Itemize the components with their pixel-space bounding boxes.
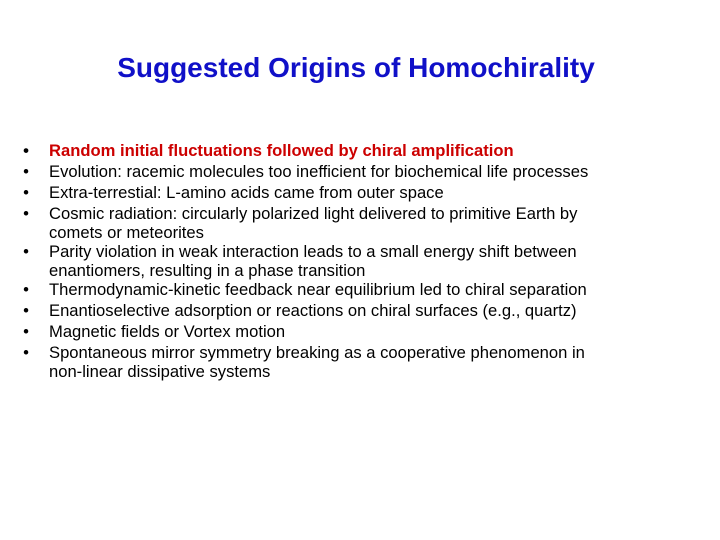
bullet-text-line: Parity violation in weak interaction leads to a small energy shift between	[49, 242, 577, 261]
bullet-text-line: enantiomers, resulting in a phase transition	[49, 261, 366, 280]
bullet-text-line: Enantioselective adsorption or reactions on chiral surfaces (e.g., quartz)	[49, 301, 577, 320]
bullet-icon: •	[23, 280, 29, 299]
bullet-item	[0, 342, 720, 380]
bullet-icon: •	[23, 242, 29, 261]
bullet-text	[49, 203, 712, 241]
bullet-item	[0, 241, 720, 279]
slide-title: Suggested Origins of Homochirality	[117, 52, 595, 83]
bullet-text-line: Cosmic radiation: circularly polarized light delivered to primitive Earth by	[49, 204, 578, 223]
bullet-item	[0, 161, 720, 182]
bullet-icon: •	[23, 141, 29, 160]
bullet-icon: •	[23, 301, 29, 320]
bullet-text	[49, 321, 712, 342]
bullet-item	[0, 321, 720, 342]
bullet-text-line: Magnetic fields or Vortex motion	[49, 322, 286, 341]
bullet-item	[0, 182, 720, 203]
bullet-text	[49, 300, 712, 321]
bullet-text	[49, 140, 712, 161]
bullet-text	[49, 342, 712, 380]
bullet-text-line: Random initial fluctuations followed by chiral amplification	[49, 141, 514, 160]
bullet-text-line: non-linear dissipative systems	[49, 362, 271, 381]
bullet-text	[49, 161, 712, 182]
bullet-text-line: comets or meteorites	[49, 223, 204, 242]
bullet-list	[0, 140, 720, 380]
bullet-icon: •	[23, 162, 29, 181]
bullet-icon: •	[23, 183, 29, 202]
bullet-text-line: Evolution: racemic molecules too inefficient for biochemical life processes	[49, 162, 589, 181]
bullet-text	[49, 182, 712, 203]
bullet-text-line: Thermodynamic-kinetic feedback near equilibrium led to chiral separation	[49, 280, 587, 299]
bullet-item	[0, 300, 720, 321]
bullet-text-line: Spontaneous mirror symmetry breaking as a cooperative phenomenon in	[49, 343, 585, 362]
bullet-icon: •	[23, 204, 29, 223]
bullet-icon: •	[23, 322, 29, 341]
bullet-text-line: Extra-terrestial: L-amino acids came from outer space	[49, 183, 444, 202]
bullet-text	[49, 241, 712, 279]
bullet-item	[0, 140, 720, 161]
bullet-item	[0, 203, 720, 241]
bullet-item	[0, 279, 720, 300]
bullet-icon: •	[23, 343, 29, 362]
bullet-text	[49, 279, 712, 300]
